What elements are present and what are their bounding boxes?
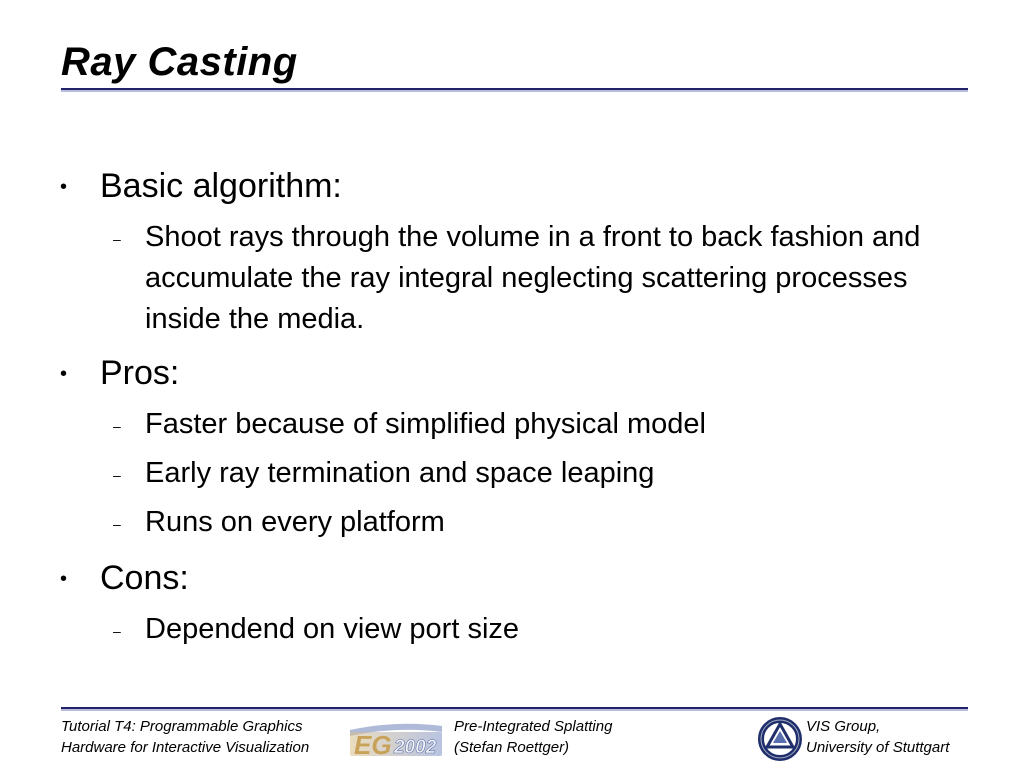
dash-marker: – (113, 418, 121, 434)
footer-talk-line2: (Stefan Roettger) (454, 739, 570, 756)
dash-marker: – (113, 516, 121, 532)
slide-title: Ray Casting (61, 40, 298, 84)
sub-item-text: Faster because of simplified physical model (145, 408, 706, 440)
dash-marker: – (113, 231, 121, 247)
bullet-label: Pros: (100, 354, 180, 392)
footer-tutorial-line1: Tutorial T4: Programmable Graphics (61, 718, 303, 735)
eg-logo-letters: EG (354, 730, 392, 758)
bullet-marker: • (60, 363, 68, 385)
footer-talk (454, 716, 612, 758)
dash-marker: – (113, 467, 121, 483)
footer-rule (61, 707, 968, 711)
sub-item-text: Runs on every platform (145, 506, 445, 538)
bullet-label: Cons: (100, 559, 189, 597)
footer-tutorial (61, 716, 309, 758)
footer-talk-line1: Pre-Integrated Splatting (454, 718, 613, 735)
sub-item-text: Shoot rays through the volume in a front to back fashion and accumulate the ray integral neglecting scattering processes inside the media. (145, 221, 921, 335)
dash-marker: – (113, 623, 121, 639)
bullet-label: Basic algorithm: (100, 167, 342, 205)
eg2002-logo (348, 718, 444, 758)
footer-affiliation (806, 716, 949, 758)
bullet-marker: • (60, 568, 68, 590)
footer-tutorial-line2: Hardware for Interactive Visualization (61, 739, 310, 756)
footer-affiliation-line2: University of Stuttgart (806, 739, 950, 756)
sub-item-text: Dependend on view port size (145, 613, 520, 645)
slide-footer (0, 716, 1024, 768)
footer-affiliation-line1: VIS Group, (806, 718, 881, 735)
eg-logo-year: 2002 (394, 737, 437, 758)
sub-item-text: Early ray termination and space leaping (145, 457, 655, 489)
vis-group-logo-icon (758, 716, 802, 762)
bullet-marker: • (60, 176, 68, 198)
